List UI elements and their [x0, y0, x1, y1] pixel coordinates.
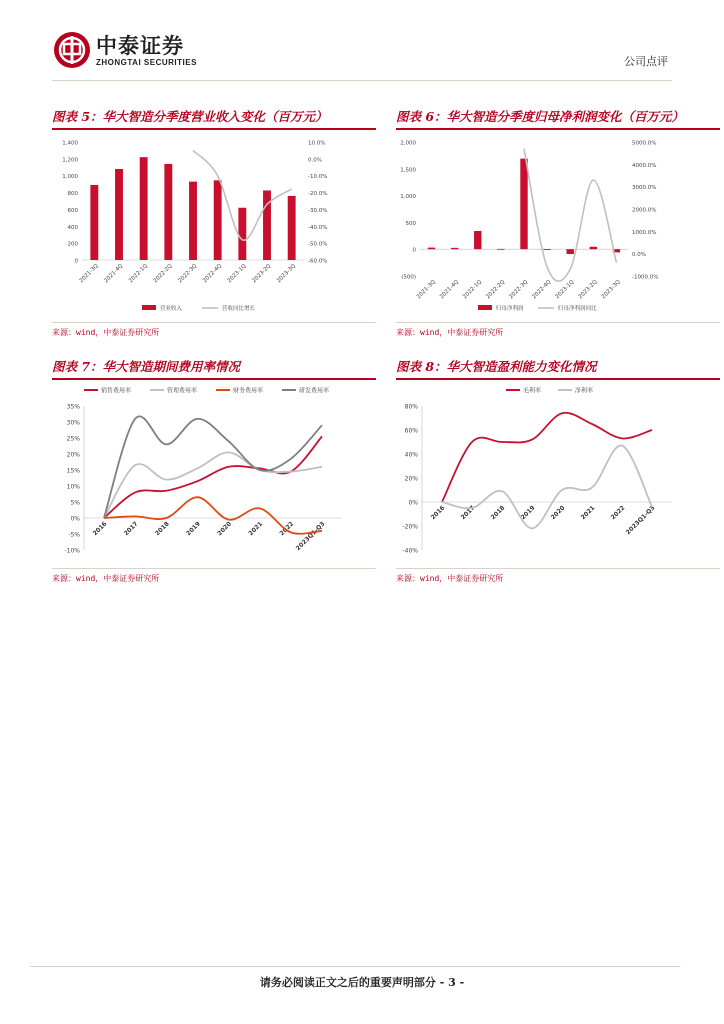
y-left-tick-label: 500	[405, 220, 416, 227]
bar	[90, 185, 98, 260]
x-tick-label: 2023-2Q	[577, 279, 599, 301]
x-tick-label: 2020	[549, 504, 567, 522]
y-tick-label: -10%	[64, 547, 80, 555]
bar	[164, 164, 172, 260]
company-logo	[52, 28, 222, 76]
y-right-tick-label: 0.0%	[308, 157, 322, 164]
y-tick-label: 15%	[66, 467, 80, 475]
legend-label: 净利率	[575, 387, 594, 395]
series-line	[442, 445, 652, 528]
chart-source: 来源：wind，中泰证券研究所	[52, 568, 376, 584]
y-right-tick-label: -60.0%	[308, 258, 328, 265]
y-right-tick-label: -1000.0%	[632, 274, 659, 281]
y-right-tick-label: 4000.0%	[632, 162, 657, 169]
x-tick-label: 2021-3Q	[415, 279, 437, 301]
x-tick-label: 2022-4Q	[531, 279, 553, 301]
bar	[115, 169, 123, 260]
x-tick-label: 2021-4Q	[439, 279, 461, 301]
x-tick-label: 2021-4Q	[103, 263, 125, 285]
y-tick-label: 5%	[70, 499, 80, 507]
y-tick-label: 30%	[66, 419, 80, 427]
bar	[567, 249, 574, 254]
revenue-chart	[52, 130, 376, 320]
chart-title: 图表 6：华大智造分季度归母净利润变化（百万元）	[396, 108, 720, 130]
y-tick-label: 10%	[66, 483, 80, 491]
x-tick-label: 2021-3Q	[78, 263, 100, 285]
y-left-tick-label: 200	[67, 241, 78, 248]
y-tick-label: 0%	[408, 499, 418, 507]
y-right-tick-label: 0.0%	[632, 252, 646, 259]
y-right-tick-label: -40.0%	[308, 224, 328, 231]
y-tick-label: 25%	[66, 435, 80, 443]
y-left-tick-label: 0	[412, 247, 416, 254]
y-tick-label: 20%	[404, 475, 418, 483]
x-tick-label: 2022-2Q	[485, 279, 507, 301]
legend-label: 营收同比增长	[222, 306, 256, 312]
y-tick-label: -5%	[68, 531, 80, 539]
legend-label: 归母净利润同比	[558, 306, 597, 312]
legend-label: 财务费用率	[233, 387, 264, 395]
y-left-tick-label: 2,000	[400, 140, 416, 147]
bar	[451, 248, 458, 249]
x-tick-label: 2023Q1-Q3	[294, 520, 327, 553]
x-tick-label: 2023-3Q	[276, 263, 298, 285]
y-right-tick-label: -30.0%	[308, 207, 328, 214]
y-left-tick-label: 1,000	[62, 174, 78, 181]
net-profit-chart	[396, 130, 720, 320]
series-line	[104, 436, 322, 518]
bar	[428, 248, 435, 250]
x-tick-label: 2019	[185, 520, 202, 538]
y-tick-label: 0%	[70, 515, 80, 523]
chart-title: 图表 7：华大智造期间费用率情况	[52, 358, 376, 380]
logo-chinese-name: 中泰证券	[96, 34, 184, 58]
y-left-tick-label: 0	[74, 258, 78, 265]
bar	[238, 208, 246, 260]
y-tick-label: 20%	[66, 451, 80, 459]
legend-label: 营业收入	[160, 306, 183, 312]
y-tick-label: -20%	[402, 523, 418, 531]
x-tick-label: 2020	[216, 520, 233, 538]
bar	[140, 157, 148, 260]
x-tick-label: 2022	[609, 504, 627, 522]
y-right-tick-label: 3000.0%	[632, 185, 657, 192]
y-tick-label: 35%	[66, 403, 80, 411]
bar	[214, 180, 222, 260]
y-right-tick-label: -10.0%	[308, 174, 328, 181]
x-tick-label: 2022-3Q	[508, 279, 530, 301]
y-left-tick-label: 1,200	[62, 157, 78, 164]
expense-ratio-chart	[52, 380, 376, 566]
series-line	[524, 149, 616, 281]
logo-english-name: ZHONGTAI SECURITIES	[96, 58, 197, 67]
y-right-tick-label: 5000.0%	[632, 140, 657, 147]
x-tick-label: 2017	[122, 520, 140, 538]
legend-label: 销售费用率	[101, 387, 132, 395]
header-divider	[52, 80, 672, 81]
x-tick-label: 2022	[278, 520, 296, 538]
x-tick-label: 2022-1Q	[462, 279, 484, 301]
bar	[543, 249, 550, 250]
x-tick-label: 2019	[519, 504, 537, 522]
x-tick-label: 2022-2Q	[152, 263, 174, 285]
x-tick-label: 2017	[459, 504, 477, 522]
y-left-tick-label: 600	[67, 207, 78, 214]
y-right-tick-label: 1000.0%	[632, 229, 657, 236]
footer-disclaimer: 请务必阅读正文之后的重要声明部分 - 3 -	[259, 976, 465, 989]
x-tick-label: 2021	[579, 504, 597, 522]
x-tick-label: 2023-2Q	[251, 263, 273, 285]
profitability-chart	[396, 380, 720, 566]
y-right-tick-label: 10.0%	[308, 140, 326, 147]
legend-label: 研发费用率	[299, 387, 330, 395]
x-tick-label: 2016	[429, 504, 447, 522]
y-tick-label: 40%	[404, 451, 418, 459]
legend-swatch	[478, 305, 492, 310]
bar	[590, 247, 597, 249]
bar	[288, 196, 296, 260]
legend-swatch	[142, 305, 156, 310]
series-line	[442, 413, 652, 502]
chart-source: 来源：wind，中泰证券研究所	[396, 322, 720, 338]
y-left-tick-label: 400	[67, 224, 78, 231]
legend-label: 归母净利润	[496, 306, 524, 312]
y-tick-label: -40%	[402, 547, 418, 555]
y-left-tick-label: 1,500	[400, 167, 416, 174]
y-right-tick-label: 2000.0%	[632, 207, 657, 214]
x-tick-label: 2023-3Q	[600, 279, 622, 301]
x-tick-label: 2016	[91, 520, 109, 538]
x-tick-label: 2022-3Q	[177, 263, 199, 285]
bar	[474, 231, 481, 249]
y-left-tick-label: 1,000	[400, 194, 416, 201]
chart-source: 来源：wind，中泰证券研究所	[396, 568, 720, 584]
document-type: 公司点评	[624, 55, 668, 68]
x-tick-label: 2022-1Q	[128, 263, 150, 285]
chart-title: 图表 8：华大智造盈利能力变化情况	[396, 358, 720, 380]
legend-label: 毛利率	[523, 387, 542, 395]
bar	[189, 182, 197, 260]
zhongtai-logo-icon	[52, 28, 92, 72]
x-tick-label: 2023-1Q	[554, 279, 576, 301]
bar	[497, 249, 504, 250]
footer-divider	[30, 966, 680, 967]
y-tick-label: 60%	[404, 427, 418, 435]
y-left-tick-label: (500)	[401, 274, 416, 281]
x-tick-label: 2022-4Q	[202, 263, 224, 285]
chart-source: 来源：wind，中泰证券研究所	[52, 322, 376, 338]
y-left-tick-label: 1,400	[62, 140, 78, 147]
y-left-tick-label: 800	[67, 191, 78, 198]
x-tick-label: 2023Q1-Q3	[624, 504, 657, 537]
y-right-tick-label: -50.0%	[308, 241, 328, 248]
x-tick-label: 2021	[247, 520, 265, 538]
bar	[520, 159, 527, 250]
series-line	[104, 416, 322, 518]
x-tick-label: 2018	[153, 520, 171, 538]
y-tick-label: 80%	[404, 403, 418, 411]
legend-label: 管理费用率	[167, 387, 198, 395]
chart-title: 图表 5：华大智造分季度营业收入变化（百万元）	[52, 108, 376, 130]
x-tick-label: 2018	[489, 504, 507, 522]
y-right-tick-label: -20.0%	[308, 191, 328, 198]
x-tick-label: 2023-1Q	[226, 263, 248, 285]
